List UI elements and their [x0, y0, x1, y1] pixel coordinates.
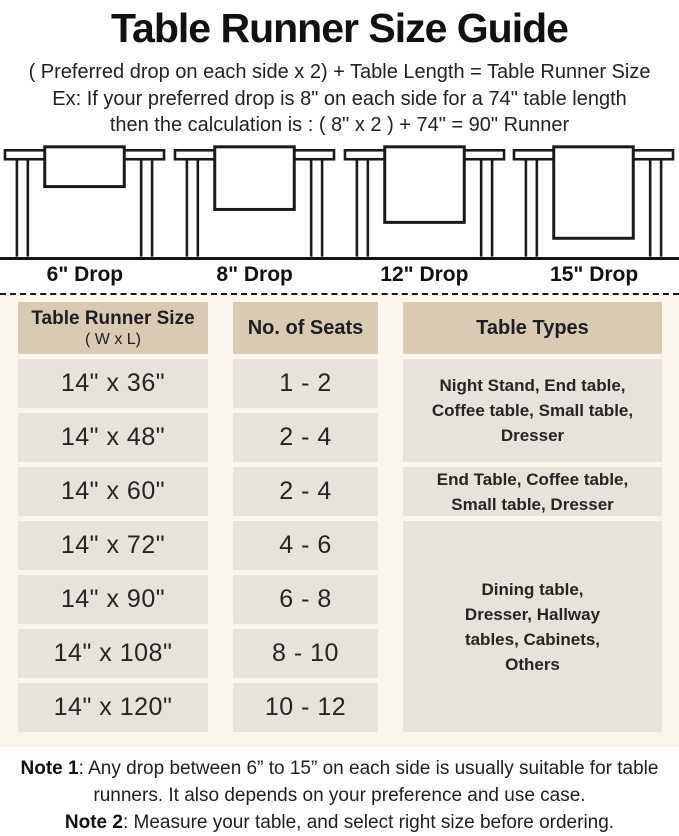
seats-cell: 10 - 12 [233, 683, 378, 732]
header-runner-size-sub: ( W x L) [85, 330, 141, 348]
table-runner-drawing [509, 145, 678, 257]
size-cell: 14" x 60" [18, 467, 208, 516]
drop-label-12in: 12" Drop [380, 263, 469, 286]
size-cell: 14" x 36" [18, 359, 208, 408]
table-types-group-large [403, 521, 662, 732]
drop-label-6in: 6" Drop [46, 263, 124, 286]
note-1-text: : Any drop between 6” to 15” on each side is usually suitable for table runners. It also depends on your preference and use case. [78, 758, 659, 806]
seats-cell: 4 - 6 [233, 521, 378, 570]
runner-rect [554, 147, 634, 238]
table-types-text: End Table, Coffee table, Small table, Dresser [436, 469, 629, 514]
seats-cell: 2 - 4 [233, 413, 378, 462]
drop-label-15in: 15" Drop [550, 263, 639, 286]
table-runner-drawing [340, 145, 509, 257]
drop-label-8in: 8" Drop [216, 263, 293, 286]
runner-rect [45, 147, 125, 187]
table-illustration-6in-drop [0, 145, 170, 257]
seats-cell: 6 - 8 [233, 575, 378, 624]
seats-cell: 8 - 10 [233, 629, 378, 678]
page-title: Table Runner Size Guide [111, 5, 568, 51]
size-cell: 14" x 48" [18, 413, 208, 462]
size-table-section [0, 295, 679, 747]
size-cell: 14" x 120" [18, 683, 208, 732]
header-table-types: Table Types [403, 302, 662, 354]
note-1-label: Note 1 [20, 758, 79, 779]
seats-cell: 1 - 2 [233, 359, 378, 408]
header-runner-size-main: Table Runner Size [31, 307, 195, 329]
size-table [18, 302, 662, 732]
notes-section [0, 747, 679, 836]
table-types-group-medium [403, 467, 662, 516]
formula-line: ( Preferred drop on each side x 2) + Table Length = Table Runner Size [28, 61, 651, 83]
note-2 [8, 809, 671, 836]
table-illustration-15in-drop [509, 145, 679, 257]
seats-cell: 2 - 4 [233, 467, 378, 516]
header-section [0, 0, 679, 138]
table-illustration-8in-drop [170, 145, 340, 257]
table-runner-drawing [0, 145, 169, 257]
note-2-text: : Measure your table, and select right size before ordering. [122, 812, 615, 833]
table-types-text: Dining table, Dresser, Hallway tables, Cabinets, Others [464, 579, 601, 674]
table-types-group-small [403, 359, 662, 462]
table-runner-drawing [170, 145, 339, 257]
runner-rect [214, 147, 294, 210]
size-cell: 14" x 72" [18, 521, 208, 570]
runner-rect [384, 147, 464, 223]
size-cell: 14" x 90" [18, 575, 208, 624]
drop-labels-row [0, 260, 679, 295]
note-1 [8, 755, 671, 809]
example-line-1: Ex: If your preferred drop is 8" on each side for a 74" table length [52, 88, 627, 110]
header-no-of-seats: No. of Seats [233, 302, 378, 354]
table-types-text: Night Stand, End table, Coffee table, Small table, Dresser [431, 376, 634, 445]
example-line-2: then the calculation is : ( 8" x 2 ) + 74" = 90" Runner [109, 114, 570, 136]
size-cell: 14" x 108" [18, 629, 208, 678]
drop-illustrations [0, 145, 679, 260]
header-runner-size [18, 302, 208, 354]
note-2-label: Note 2 [64, 812, 123, 833]
table-illustration-12in-drop [340, 145, 510, 257]
